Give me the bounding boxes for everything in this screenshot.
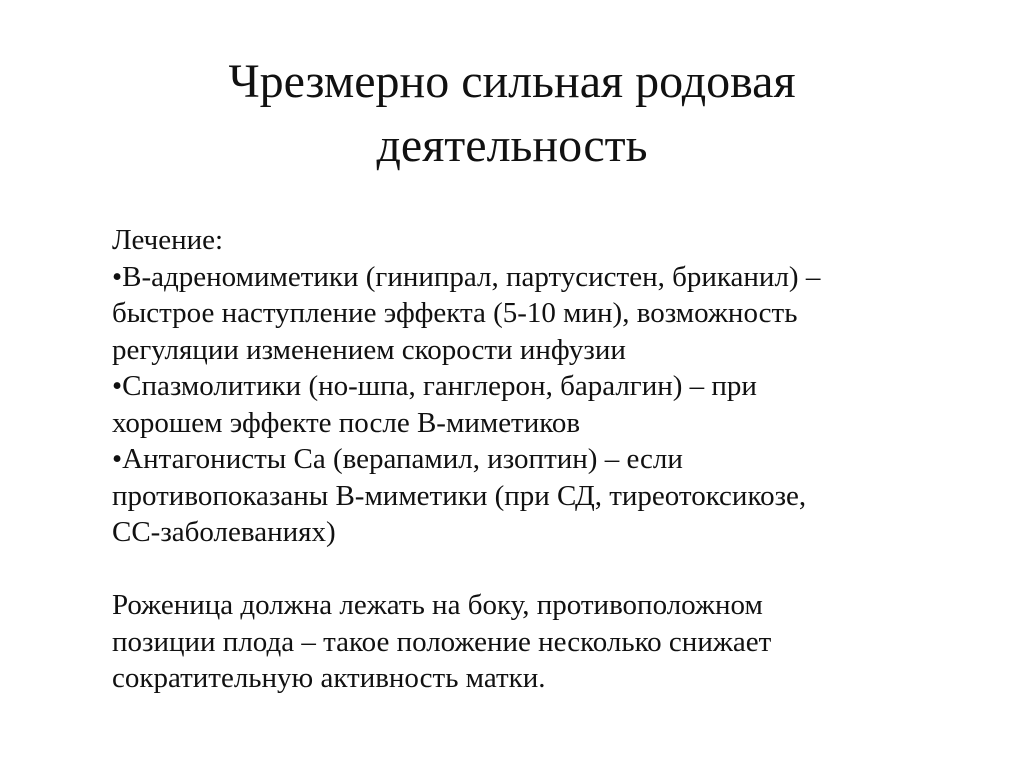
note-line: сократительную активность матки. bbox=[112, 662, 546, 694]
bullet-line: регуляции изменением скорости инфузии bbox=[112, 333, 626, 366]
bullet-line: •Спазмолитики (но-шпа, ганглерон, баралгин) – при bbox=[112, 370, 757, 402]
paragraph-spacer bbox=[112, 551, 932, 588]
note-line: позиции плода – такое положение несколько снижает bbox=[112, 625, 772, 658]
bullet-line: •Антагонисты Са (верапамил, изоптин) – если bbox=[112, 443, 683, 475]
bullet-line: СС-заболеваниях) bbox=[112, 516, 336, 548]
bullet-line: •В-адреномиметики (гинипрал, партусистен, бриканил) – bbox=[112, 260, 821, 293]
slide-body bbox=[112, 222, 932, 697]
bullet-line: быстрое наступление эффекта (5-10 мин), возможность bbox=[112, 297, 798, 329]
bullet-item bbox=[112, 441, 932, 551]
slide-title bbox=[0, 50, 1024, 178]
slide-title-line: деятельность bbox=[376, 119, 648, 172]
note-paragraph bbox=[112, 587, 932, 697]
section-label: Лечение: bbox=[112, 224, 224, 256]
slide-title-line: Чрезмерно сильная родовая bbox=[228, 55, 796, 108]
bullet-line: противопоказаны В-миметики (при СД, тиреотоксикозе, bbox=[112, 479, 807, 512]
note-line: Роженица должна лежать на боку, противоположном bbox=[112, 589, 763, 621]
bullet-line: хорошем эффекте после В-миметиков bbox=[112, 406, 581, 439]
bullet-item bbox=[112, 259, 932, 369]
bullet-item bbox=[112, 368, 932, 441]
